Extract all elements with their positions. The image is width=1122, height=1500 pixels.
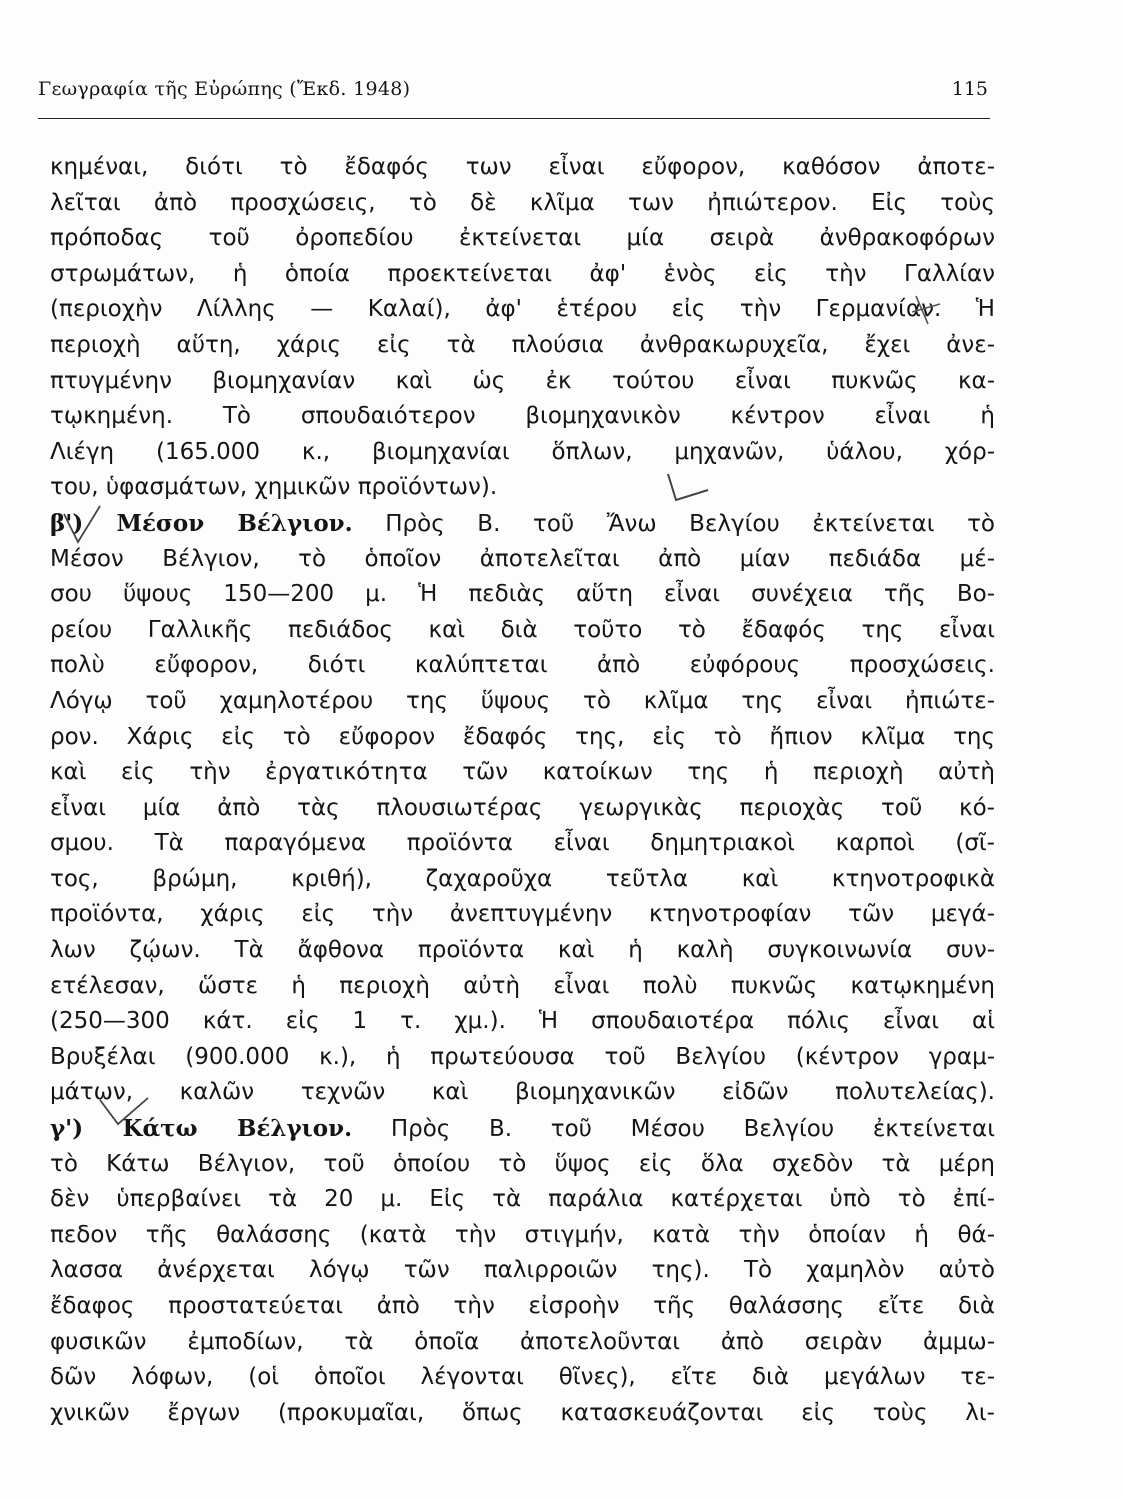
line-text: (περιοχὴν Λίλλης — Καλαί), ἀφ' ἑτέρου εἰς τὴν Γερμανίαν. Ἡ <box>50 296 995 323</box>
line-text: Βρυξέλαι (900.000 κ.), ἡ πρωτεύουσα τοῦ Βελγίου (κέντρον γραμ- <box>50 1043 995 1070</box>
line-text: ρον. Χάρις εἰς τὸ εὔφορον ἔδαφός της, εἰς τὸ ἤπιον κλῖμα της <box>50 723 995 750</box>
text-line <box>50 506 995 542</box>
line-text: Πρὸς Β. τοῦ Μέσου Βελγίου ἐκτείνεται <box>352 1116 995 1143</box>
line-text: φυσικῶν ἐμποδίων, τὰ ὁποῖα ἀποτελοῦνται ἀπὸ σειρὰν ἀμμω- <box>50 1328 995 1355</box>
line-text: καὶ εἰς τὴν ἐργατικότητα τῶν κατοίκων της ἡ περιοχὴ αὐτὴ <box>50 759 995 786</box>
line-text: λεῖται ἀπὸ προσχώσεις, τὸ δὲ κλῖμα των ἠπιώτερον. Εἰς τοὺς <box>50 189 995 216</box>
text-line <box>50 186 995 222</box>
line-text: δὲν ὑπερβαίνει τὰ 20 μ. Εἰς τὰ παράλια κατέρχεται ὑπὸ τὸ ἐπί- <box>50 1186 995 1213</box>
text-line <box>50 221 995 257</box>
text-line <box>50 1182 995 1218</box>
text-line <box>50 257 995 293</box>
line-text: προϊόντα, χάρις εἰς τὴν ἀνεπτυγμένην κτηνοτροφίαν τῶν μεγά- <box>50 901 995 928</box>
line-text: τος, βρώμη, κριθή), ζαχαροῦχα τεῦτλα καὶ κτηνοτροφικὰ <box>50 865 995 892</box>
line-text: περιοχὴ αὕτη, χάρις εἰς τὰ πλούσια ἀνθρακωρυχεῖα, ἔχει ἀνε- <box>50 331 995 358</box>
line-text: πολὺ εὔφορον, διότι καλύπτεται ἀπὸ εὐφόρους προσχώσεις. <box>50 652 995 679</box>
text-line <box>50 720 995 756</box>
text-line <box>50 1004 995 1040</box>
text-line <box>50 1360 995 1396</box>
text-line <box>50 1325 995 1361</box>
line-text: ρείου Γαλλικῆς πεδιάδος καὶ διὰ τοῦτο τὸ ἔδαφός της εἶναι <box>50 616 995 643</box>
line-text: του, ὑφασμάτων, χημικῶν προϊόντων). <box>50 474 498 501</box>
text-line <box>50 1075 995 1111</box>
line-text: σου ὕψους 150—200 μ. Ἡ πεδιὰς αὕτη εἶναι συνέχεια τῆς Βο- <box>50 581 995 608</box>
text-line <box>50 577 995 613</box>
line-text: Λιέγη (165.000 κ., βιομηχανίαι ὅπλων, μηχανῶν, ὑάλου, χόρ- <box>50 438 995 465</box>
text-line <box>50 1147 995 1183</box>
running-title: Γεωγραφία τῆς Εὐρώπης (Ἔκδ. 1948) <box>38 78 411 100</box>
line-text: πρόποδας τοῦ ὀροπεδίου ἐκτείνεται μία σειρὰ ἀνθρακοφόρων <box>50 225 995 252</box>
text-line <box>50 933 995 969</box>
line-text: Πρὸς Β. τοῦ Ἄνω Βελγίου ἐκτείνεται τὸ <box>352 510 995 537</box>
line-text: δῶν λόφων, (οἱ ὁποῖοι λέγονται θῖνες), εἴτε διὰ μεγάλων τε- <box>50 1364 995 1391</box>
text-line <box>50 150 995 186</box>
text-line <box>50 1218 995 1254</box>
text-line <box>50 969 995 1005</box>
text-line <box>50 328 995 364</box>
text-line <box>50 648 995 684</box>
body-text <box>50 150 995 1431</box>
text-line <box>50 1111 995 1147</box>
line-text: σμου. Τὰ παραγόμενα προϊόντα εἶναι δημητριακοὶ καρποὶ (σῖ- <box>50 830 995 857</box>
line-text: τῳκημένη. Τὸ σπουδαιότερον βιομηχανικὸν κέντρον εἶναι ἡ <box>50 403 995 430</box>
text-line <box>50 613 995 649</box>
page-number: 115 <box>951 78 988 100</box>
text-line <box>50 791 995 827</box>
text-line <box>50 862 995 898</box>
line-text: ετέλεσαν, ὥστε ἡ περιοχὴ αὐτὴ εἶναι πολὺ πυκνῶς κατῳκημένη <box>50 972 995 999</box>
text-line <box>50 826 995 862</box>
line-text: χνικῶν ἔργων (προκυμαῖαι, ὅπως κατασκευάζονται εἰς τοὺς λι- <box>50 1399 995 1426</box>
text-line <box>50 684 995 720</box>
page-header <box>38 78 990 119</box>
text-line <box>50 292 995 328</box>
text-line <box>50 755 995 791</box>
section-heading: β') Μέσον Βέλγιον. <box>50 509 353 537</box>
text-line <box>50 897 995 933</box>
text-line <box>50 435 995 471</box>
line-text: τὸ Κάτω Βέλγιον, τοῦ ὁποίου τὸ ὕψος εἰς ὅλα σχεδὸν τὰ μέρη <box>50 1150 995 1177</box>
line-text: ἔδαφος προστατεύεται ἀπὸ τὴν εἰσροὴν τῆς θαλάσσης εἴτε διὰ <box>50 1293 995 1319</box>
text-line <box>50 542 995 578</box>
line-text: Μέσον Βέλγιον, τὸ ὁποῖον ἀποτελεῖται ἀπὸ μίαν πεδιάδα μέ- <box>50 545 995 572</box>
text-line <box>50 1289 995 1325</box>
line-text: Λόγῳ τοῦ χαμηλοτέρου της ὕψους τὸ κλῖμα της εἶναι ἠπιώτε- <box>50 687 995 714</box>
text-line <box>50 364 995 400</box>
line-text: λων ζῴων. Τὰ ἄφθονα προϊόντα καὶ ἡ καλὴ συγκοινωνία συν- <box>50 937 995 964</box>
text-line <box>50 399 995 435</box>
text-line <box>50 1253 995 1289</box>
line-text: πεδον τῆς θαλάσσης (κατὰ τὴν στιγμήν, κατὰ τὴν ὁποίαν ἡ θά- <box>50 1221 995 1248</box>
text-line <box>50 1040 995 1076</box>
line-text: (250—300 κάτ. εἰς 1 τ. χμ.). Ἡ σπουδαιοτέρα πόλις εἶναι αἱ <box>50 1008 995 1035</box>
line-text: μάτων, καλῶν τεχνῶν καὶ βιομηχανικῶν εἰδῶν πολυτελείας). <box>50 1079 995 1106</box>
line-text: κημέναι, διότι τὸ ἔδαφός των εἶναι εὔφορον, καθόσον ἀποτε- <box>50 154 995 180</box>
text-line <box>50 1396 995 1432</box>
section-heading: γ') Κάτω Βέλγιον. <box>50 1115 353 1143</box>
line-text: εἶναι μία ἀπὸ τὰς πλουσιωτέρας γεωργικὰς περιοχὰς τοῦ κό- <box>50 794 995 821</box>
line-text: στρωμάτων, ἡ ὁποία προεκτείνεται ἀφ' ἑνὸς εἰς τὴν Γαλλίαν <box>50 260 995 287</box>
line-text: λασσα ἀνέρχεται λόγῳ τῶν παλιρροιῶν της). Τὸ χαμηλὸν αὐτὸ <box>50 1257 995 1284</box>
line-text: πτυγμένην βιομηχανίαν καὶ ὡς ἐκ τούτου εἶναι πυκνῶς κα- <box>50 367 995 394</box>
text-line <box>50 470 995 506</box>
